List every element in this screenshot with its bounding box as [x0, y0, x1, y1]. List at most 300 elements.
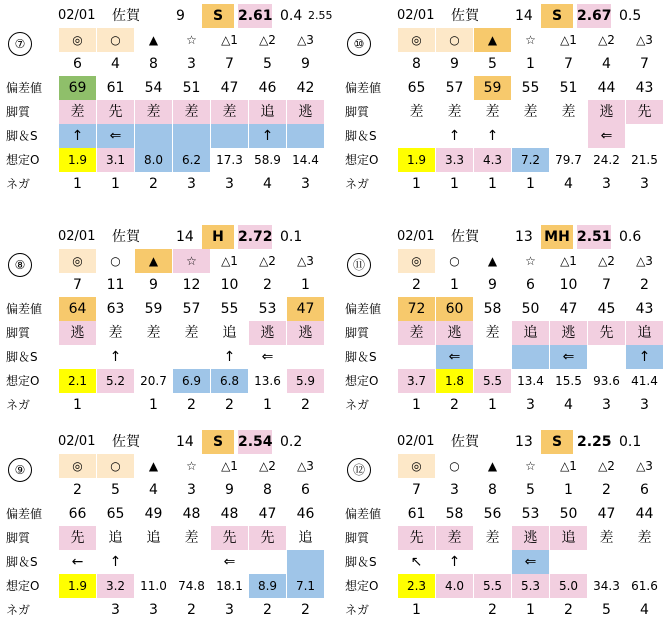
- number-row: [4, 273, 330, 297]
- number-cell: 2: [248, 273, 286, 297]
- kyaku-s-cell: [172, 550, 210, 574]
- soutei-cell: 79.7: [549, 148, 587, 172]
- kyakushitsu-cell: 逃: [286, 100, 324, 124]
- kyaku-s-cell: [511, 124, 549, 148]
- nega-cell: 3: [286, 172, 324, 196]
- row-label: 想定O: [6, 153, 40, 167]
- hensachi-cell: 58: [435, 502, 473, 526]
- kyaku-s-cell: [625, 550, 663, 574]
- hensachi-cell: 46: [248, 76, 286, 100]
- row-label: 脚＆S: [6, 350, 38, 364]
- kyaku-s-cell: [549, 550, 587, 574]
- kyaku-s-cell: [397, 345, 435, 369]
- race-value: 0.2: [280, 434, 303, 450]
- kyaku-s-row: [343, 124, 669, 148]
- soutei-cell: 13.4: [511, 369, 549, 393]
- nega-cell: 3: [511, 393, 549, 417]
- race-panel: [4, 4, 333, 196]
- kyakushitsu-cell: 逃: [511, 526, 549, 550]
- nega-cell: 3: [172, 172, 210, 196]
- kyakushitsu-cell: 差: [172, 321, 210, 345]
- race-date: 02/01: [397, 434, 435, 449]
- row-label: 脚＆S: [345, 129, 377, 143]
- soutei-cell: 13.6: [248, 369, 286, 393]
- kyaku-s-cell: [625, 124, 663, 148]
- kyaku-s-cell: [172, 345, 210, 369]
- soutei-cell: 5.5: [473, 369, 511, 393]
- mark-cell: ◎: [58, 249, 96, 273]
- nega-cell: 1: [435, 172, 473, 196]
- number-cell: 2: [58, 478, 96, 502]
- hensachi-cell: 43: [625, 76, 663, 100]
- kyaku-s-cell: [587, 345, 625, 369]
- mark-cell: △3: [625, 28, 663, 52]
- kyakushitsu-cell: 先: [397, 526, 435, 550]
- mark-cell: ◎: [397, 28, 435, 52]
- hensachi-cell: 58: [473, 297, 511, 321]
- race-grade: MH: [541, 225, 573, 249]
- mark-cell: ◎: [397, 249, 435, 273]
- soutei-cell: 14.4: [286, 148, 324, 172]
- soutei-cell: 3.3: [435, 148, 473, 172]
- soutei-cell: 5.2: [96, 369, 134, 393]
- mark-cell: ◎: [58, 28, 96, 52]
- soutei-cell: 34.3: [587, 574, 625, 598]
- number-cell: 7: [58, 273, 96, 297]
- number-cell: 8: [248, 478, 286, 502]
- mark-cell: ☆: [511, 28, 549, 52]
- hensachi-row: [4, 297, 330, 321]
- mark-cell: ▲: [473, 454, 511, 478]
- mark-cell: △3: [286, 28, 324, 52]
- nega-cell: 2: [248, 598, 286, 622]
- mark-cell: ○: [435, 28, 473, 52]
- soutei-cell: 5.0: [549, 574, 587, 598]
- hensachi-cell: 55: [511, 76, 549, 100]
- mark-cell: △2: [248, 28, 286, 52]
- kyaku-s-cell: ⇐: [435, 345, 473, 369]
- nega-cell: 3: [587, 393, 625, 417]
- mark-cell: △1: [210, 28, 248, 52]
- kyakushitsu-cell: 逃: [587, 100, 625, 124]
- race-value: 0.1: [280, 229, 303, 245]
- kyaku-s-cell: [134, 345, 172, 369]
- race-date: 02/01: [58, 8, 96, 23]
- mark-cell: ○: [435, 249, 473, 273]
- number-cell: 4: [587, 52, 625, 76]
- race-grade: S: [541, 4, 573, 28]
- nega-cell: 1: [134, 393, 172, 417]
- number-cell: 9: [286, 52, 324, 76]
- kyaku-s-cell: [286, 550, 324, 574]
- hensachi-cell: 56: [473, 502, 511, 526]
- soutei-cell: 3.1: [96, 148, 134, 172]
- soutei-row: [343, 369, 669, 393]
- mark-cell: △2: [587, 454, 625, 478]
- mark-cell: ▲: [134, 249, 172, 273]
- race-grade: S: [202, 4, 234, 28]
- number-row: [343, 52, 669, 76]
- race-number: ⑦: [8, 32, 32, 56]
- race-score: 2.25: [577, 434, 612, 450]
- mark-cell: △3: [286, 249, 324, 273]
- race-score: 2.67: [577, 4, 611, 28]
- number-cell: 8: [473, 478, 511, 502]
- number-cell: 3: [435, 478, 473, 502]
- kyaku-s-cell: [248, 550, 286, 574]
- mark-cell: △2: [248, 249, 286, 273]
- mark-cell: ☆: [511, 249, 549, 273]
- soutei-cell: 61.6: [625, 574, 663, 598]
- hensachi-cell: 50: [511, 297, 549, 321]
- mark-cell: ○: [96, 28, 134, 52]
- soutei-cell: 6.8: [210, 369, 248, 393]
- number-cell: 9: [473, 273, 511, 297]
- mark-cell: ☆: [511, 454, 549, 478]
- race-date: 02/01: [397, 229, 435, 244]
- mark-cell: △1: [210, 454, 248, 478]
- race-header: [343, 430, 669, 454]
- kyakushitsu-cell: 差: [473, 321, 511, 345]
- race-number: ⑪: [347, 253, 371, 277]
- number-cell: 1: [511, 52, 549, 76]
- race-header: [343, 4, 669, 28]
- kyaku-s-cell: ←: [58, 550, 96, 574]
- kyakushitsu-cell: 追: [134, 526, 172, 550]
- row-label: ネガ: [345, 177, 370, 191]
- mark-cell: △1: [549, 249, 587, 273]
- number-cell: 1: [286, 273, 324, 297]
- race-panel: [343, 4, 669, 196]
- kyakushitsu-cell: 差: [473, 526, 511, 550]
- runner-count: 9: [176, 8, 185, 24]
- nega-cell: 1: [511, 172, 549, 196]
- soutei-cell: 20.7: [134, 369, 172, 393]
- soutei-cell: 2.3: [397, 574, 435, 598]
- soutei-cell: 15.5: [549, 369, 587, 393]
- nega-cell: 2: [473, 598, 511, 622]
- nega-cell: 1: [397, 172, 435, 196]
- mark-cell: △2: [248, 454, 286, 478]
- row-label: 脚質: [345, 326, 370, 340]
- hensachi-cell: 44: [625, 502, 663, 526]
- number-row: [343, 273, 669, 297]
- nega-cell: 4: [549, 393, 587, 417]
- kyakushitsu-cell: 追: [96, 526, 134, 550]
- race-value: 0.5: [619, 8, 642, 24]
- hensachi-cell: 55: [210, 297, 248, 321]
- number-cell: 2: [587, 478, 625, 502]
- nega-cell: 4: [625, 598, 663, 622]
- hensachi-cell: 51: [172, 76, 210, 100]
- number-cell: 7: [549, 52, 587, 76]
- race-number: ⑧: [8, 253, 32, 277]
- mark-cell: △1: [549, 454, 587, 478]
- kyaku-s-row: [4, 550, 330, 574]
- mark-cell: △3: [286, 454, 324, 478]
- nega-row: [343, 393, 669, 417]
- nega-cell: [96, 393, 134, 417]
- hensachi-cell: 48: [210, 502, 248, 526]
- race-value: 0.4: [280, 8, 303, 24]
- kyaku-s-cell: [511, 345, 549, 369]
- race-number: ⑨: [8, 458, 32, 482]
- number-cell: 5: [473, 52, 511, 76]
- kyaku-s-row: [343, 550, 669, 574]
- kyaku-s-cell: ⇐: [549, 345, 587, 369]
- hensachi-cell: 45: [587, 297, 625, 321]
- soutei-cell: 6.9: [172, 369, 210, 393]
- race-header: [4, 4, 333, 28]
- nega-cell: 2: [286, 598, 324, 622]
- row-label: 脚＆S: [6, 129, 38, 143]
- row-label: 脚質: [6, 326, 31, 340]
- race-venue: 佐賀: [112, 434, 140, 450]
- mark-cell: ◎: [58, 454, 96, 478]
- nega-row: [4, 393, 330, 417]
- race-panel: [4, 430, 330, 622]
- kyakushitsu-cell: 差: [397, 321, 435, 345]
- row-label: ネガ: [6, 177, 31, 191]
- kyaku-s-cell: ↖: [397, 550, 435, 574]
- kyaku-s-cell: ⇐: [210, 550, 248, 574]
- kyaku-s-cell: ⇐: [511, 550, 549, 574]
- nega-cell: 1: [397, 393, 435, 417]
- number-cell: 6: [511, 273, 549, 297]
- kyaku-s-row: [4, 345, 330, 369]
- kyakushitsu-row: [4, 321, 330, 345]
- hensachi-cell: 44: [587, 76, 625, 100]
- nega-row: [4, 172, 330, 196]
- row-label: 偏差値: [6, 507, 43, 521]
- soutei-cell: 58.9: [248, 148, 286, 172]
- runner-count: 14: [176, 434, 194, 450]
- kyaku-s-cell: ↑: [58, 124, 96, 148]
- race-venue: 佐賀: [451, 8, 479, 24]
- number-cell: 4: [134, 478, 172, 502]
- kyakushitsu-cell: 差: [96, 321, 134, 345]
- row-label: ネガ: [6, 398, 31, 412]
- kyaku-s-cell: ↑: [96, 550, 134, 574]
- nega-cell: 4: [248, 172, 286, 196]
- soutei-cell: 4.3: [473, 148, 511, 172]
- race-number: ⑫: [347, 458, 371, 482]
- hensachi-cell: 53: [248, 297, 286, 321]
- hensachi-cell: 47: [248, 502, 286, 526]
- hensachi-cell: 46: [286, 502, 324, 526]
- race-date: 02/01: [58, 229, 96, 244]
- soutei-row: [343, 574, 669, 598]
- kyakushitsu-cell: 先: [96, 100, 134, 124]
- number-cell: 3: [172, 52, 210, 76]
- number-cell: 9: [435, 52, 473, 76]
- hensachi-cell: 61: [96, 76, 134, 100]
- kyakushitsu-cell: 追: [210, 321, 248, 345]
- nega-cell: 3: [134, 598, 172, 622]
- row-label: 偏差値: [345, 302, 382, 316]
- kyaku-s-cell: ⇐: [96, 124, 134, 148]
- race-value-secondary: 2.55: [308, 9, 333, 22]
- hensachi-cell: 47: [587, 502, 625, 526]
- race-score: 2.72: [238, 225, 272, 249]
- hensachi-cell: 60: [435, 297, 473, 321]
- number-cell: 4: [96, 52, 134, 76]
- nega-cell: 2: [549, 598, 587, 622]
- kyaku-s-cell: ↑: [435, 124, 473, 148]
- number-cell: 10: [549, 273, 587, 297]
- nega-cell: 3: [625, 172, 663, 196]
- kyakushitsu-row: [343, 321, 669, 345]
- row-label: 想定O: [6, 374, 40, 388]
- runner-count: 14: [176, 229, 194, 245]
- nega-cell: 1: [473, 172, 511, 196]
- kyakushitsu-cell: 差: [134, 100, 172, 124]
- kyakushitsu-cell: 差: [549, 100, 587, 124]
- kyakushitsu-cell: 差: [473, 100, 511, 124]
- mark-cell: ☆: [172, 28, 210, 52]
- kyaku-s-cell: ⇐: [248, 345, 286, 369]
- hensachi-cell: 47: [210, 76, 248, 100]
- nega-cell: 2: [172, 598, 210, 622]
- kyakushitsu-cell: 逃: [286, 321, 324, 345]
- race-date: 02/01: [397, 8, 435, 23]
- kyakushitsu-cell: 差: [511, 100, 549, 124]
- kyaku-s-row: [343, 345, 669, 369]
- number-cell: 2: [397, 273, 435, 297]
- kyakushitsu-cell: 逃: [549, 321, 587, 345]
- soutei-row: [4, 369, 330, 393]
- nega-cell: 1: [473, 393, 511, 417]
- row-label: 偏差値: [6, 302, 43, 316]
- hensachi-cell: 65: [397, 76, 435, 100]
- runner-count: 14: [515, 8, 533, 24]
- number-cell: 9: [210, 478, 248, 502]
- kyakushitsu-cell: 追: [286, 526, 324, 550]
- mark-cell: ▲: [134, 28, 172, 52]
- kyakushitsu-cell: 先: [210, 526, 248, 550]
- nega-row: [343, 172, 669, 196]
- kyaku-s-cell: [473, 550, 511, 574]
- hensachi-cell: 63: [96, 297, 134, 321]
- kyakushitsu-cell: 差: [172, 526, 210, 550]
- mark-cell: ▲: [134, 454, 172, 478]
- kyakushitsu-cell: 先: [58, 526, 96, 550]
- kyakushitsu-cell: 追: [549, 526, 587, 550]
- hensachi-cell: 66: [58, 502, 96, 526]
- hensachi-cell: 49: [134, 502, 172, 526]
- kyaku-s-cell: [172, 124, 210, 148]
- number-cell: 1: [435, 273, 473, 297]
- soutei-cell: 6.2: [172, 148, 210, 172]
- race-header: [4, 430, 330, 454]
- number-cell: 6: [58, 52, 96, 76]
- number-cell: 6: [625, 478, 663, 502]
- number-cell: 6: [286, 478, 324, 502]
- mark-cell: △3: [625, 249, 663, 273]
- runner-count: 13: [515, 229, 533, 245]
- mark-row: [343, 249, 669, 273]
- race-venue: 佐賀: [112, 229, 140, 245]
- kyaku-s-cell: [286, 124, 324, 148]
- race-number: ⑩: [347, 32, 371, 56]
- number-cell: 10: [210, 273, 248, 297]
- nega-cell: 1: [248, 393, 286, 417]
- mark-row: [343, 454, 669, 478]
- hensachi-row: [343, 76, 669, 100]
- hensachi-row: [4, 76, 330, 100]
- nega-cell: [435, 598, 473, 622]
- mark-cell: ☆: [172, 249, 210, 273]
- mark-cell: △2: [587, 249, 625, 273]
- mark-cell: ▲: [473, 249, 511, 273]
- number-row: [4, 52, 330, 76]
- kyakushitsu-cell: 逃: [435, 321, 473, 345]
- hensachi-cell: 59: [473, 76, 511, 100]
- soutei-cell: 5.3: [511, 574, 549, 598]
- hensachi-cell: 61: [397, 502, 435, 526]
- kyakushitsu-row: [343, 526, 669, 550]
- soutei-cell: 41.4: [625, 369, 663, 393]
- soutei-cell: 8.0: [134, 148, 172, 172]
- nega-cell: 2: [134, 172, 172, 196]
- kyakushitsu-cell: 追: [625, 321, 663, 345]
- row-label: 想定O: [6, 579, 40, 593]
- row-label: 脚質: [345, 105, 370, 119]
- number-cell: 7: [397, 478, 435, 502]
- race-panel: [4, 225, 330, 417]
- number-cell: 7: [587, 273, 625, 297]
- race-grade: H: [202, 225, 234, 249]
- number-cell: 7: [625, 52, 663, 76]
- number-cell: 1: [549, 478, 587, 502]
- nega-cell: 4: [549, 172, 587, 196]
- kyaku-s-cell: ↑: [210, 345, 248, 369]
- kyaku-s-cell: [473, 345, 511, 369]
- hensachi-row: [343, 297, 669, 321]
- kyaku-s-cell: [58, 345, 96, 369]
- kyakushitsu-cell: 先: [248, 526, 286, 550]
- number-cell: 2: [625, 273, 663, 297]
- kyakushitsu-row: [343, 100, 669, 124]
- hensachi-cell: 57: [435, 76, 473, 100]
- soutei-cell: 17.3: [210, 148, 248, 172]
- row-label: 脚質: [345, 531, 370, 545]
- race-venue: 佐賀: [451, 434, 479, 450]
- kyaku-s-cell: ↑: [96, 345, 134, 369]
- hensachi-cell: 65: [96, 502, 134, 526]
- kyakushitsu-row: [4, 526, 330, 550]
- kyaku-s-row: [4, 124, 330, 148]
- mark-cell: △2: [587, 28, 625, 52]
- nega-cell: [58, 598, 96, 622]
- race-panel: [343, 430, 669, 622]
- number-row: [343, 478, 669, 502]
- race-score: 2.61: [238, 4, 272, 28]
- nega-row: [343, 598, 669, 622]
- race-venue: 佐賀: [112, 8, 140, 24]
- kyakushitsu-cell: 差: [397, 100, 435, 124]
- kyaku-s-cell: [134, 124, 172, 148]
- kyakushitsu-cell: 先: [587, 321, 625, 345]
- row-label: 脚質: [6, 531, 31, 545]
- row-label: 脚質: [6, 105, 31, 119]
- mark-cell: ▲: [473, 28, 511, 52]
- hensachi-cell: 48: [172, 502, 210, 526]
- nega-cell: 1: [511, 598, 549, 622]
- kyakushitsu-cell: 逃: [248, 321, 286, 345]
- mark-row: [4, 249, 330, 273]
- mark-row: [4, 28, 330, 52]
